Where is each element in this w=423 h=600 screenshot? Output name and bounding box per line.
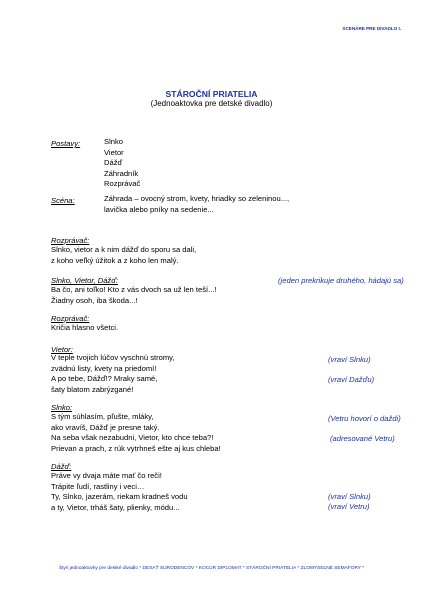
stage-direction: (adresované Vetru) [330,434,395,443]
speaker-label: Slnko: [51,403,73,412]
speaker-label: Vietor: [51,345,73,354]
stage-direction: (vraví Vetru) [328,502,370,511]
dialogue [51,353,175,395]
scene-line: lavička alebo pníky na sedenie... [104,204,214,214]
dialogue [51,471,188,513]
stage-direction: (vraví Slnku) [328,355,371,364]
dialogue-line: Na seba však nezabudni, Vietor, kto chce teba?! [51,433,214,442]
dialogue-line: Slnko, vietor a k nim dážď do sporu sa dali, [51,245,197,254]
scene-description [104,194,289,215]
dialogue-line: a ty, Vietor, trháš šaty, plienky, módu... [51,502,180,512]
dialogue-line: Žiadny osoh, iba škoda...! [51,295,138,305]
speaker-label: Rozprávač: [51,236,90,245]
dialogue-line: Práve vy dvaja máte mať čo reči! [51,471,162,480]
dialogue-line: Prievan a prach, z rúk vytrhneš ešte aj kus chleba! [51,443,221,453]
dialogue-line: A po tebe, Dážď!? Mraky samé, [51,374,158,383]
dialogue-line: Trápite ľudí, rastliny i veci… [51,481,145,491]
stage-direction: (vraví Slnku) [328,492,371,501]
cast-name: Rozprávač [104,179,141,188]
cast-list [104,137,140,190]
dialogue-line: šaty blatom zabrýzgané! [51,384,134,394]
cast-name: Dážď [104,158,123,167]
stage-direction: (vraví Dažďu) [328,375,375,384]
speaker-label: Rozprávač: [51,314,90,323]
speaker-label: Slnko, Vietor, Dážď: [51,276,119,285]
cast-name: Vietor [104,147,124,157]
dialogue-line: zvädnú listy, kvety na priedomí! [51,363,157,373]
cast-name: Slnko [104,137,123,146]
dialogue-line: Ba čo, ani toľko! Kto z vás dvoch sa už len teší...! [51,285,217,294]
dialogue-line: z koho veľký úžitok a z koho len malý. [51,255,179,265]
stage-direction: (jeden prekrikuje druhého, hádajú sa) [278,276,404,285]
dialogue-line: ako vravíš, Dážď je presne taký. [51,422,160,432]
dialogue [51,412,221,454]
scene-label: Scéna: [51,196,75,205]
dialogue-line: V teple tvojich lúčov vyschnú stromy, [51,353,175,362]
dialogue [51,323,118,334]
dialogue [51,245,196,266]
dialogue-line: S tým súhlasím, pľušte, mláky, [51,412,154,421]
cast-label: Postavy: [51,139,81,148]
dialogue-line: Kričia hlasno všetci. [51,323,119,332]
page-footer: Štyri jednoaktovky pre detské divadlo * DESAŤ SÚRODENCOV * KOCÚR DIPLOMAT * STÁROČNÍ PRIATELIA * ZLOMYSEĽNÉ SEMAFORY * [58,566,365,571]
stage-direction: (Vetru hovorí o daždi) [328,414,401,423]
speaker-label: Dážď: [51,462,72,471]
dialogue-line: Ty, Slnko, jazerám, riekam kradneš vodu [51,492,188,501]
dialogue [51,285,217,306]
cast-name: Záhradník [104,168,139,178]
scene-line: Záhrada – ovocný strom, kvety, hriadky so zeleninou..., [104,194,290,203]
page-title: STÁROČNÍ PRIATELIA [165,89,258,99]
header-note: SCENÁRE PRE DIVADLO I. [342,26,401,31]
page-subtitle: (Jednoaktovka pre detské divadlo) [150,99,273,108]
